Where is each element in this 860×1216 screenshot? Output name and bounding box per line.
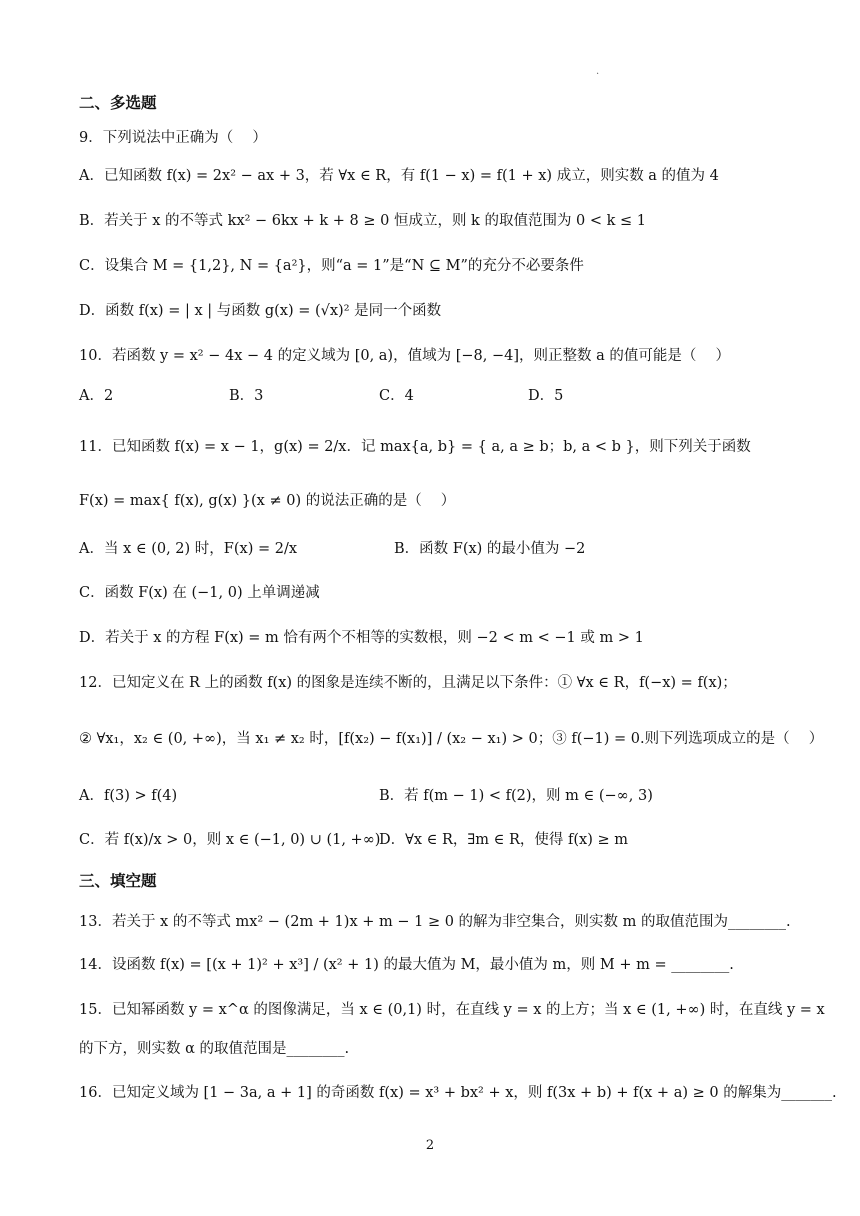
q12-option-c: C．若 f(x)/x > 0，则 x ∈ (−1, 0) ∪ (1, +∞) (79, 832, 381, 848)
q10-option-d: D．5 (528, 388, 564, 404)
section-heading-multi: 二、多选题 (79, 94, 157, 112)
q12-stem-line1: 12．已知定义在 R 上的函数 f(x) 的图象是连续不断的，且满足以下条件：① ∀x ∈ R，f(−x) = f(x)； (79, 675, 737, 691)
q13-text: 13．若关于 x 的不等式 mx² − (2m + 1)x + m − 1 ≥ 0 的解为非空集合，则实数 m 的取值范围为________. (79, 914, 791, 930)
q11-option-b: B．函数 F(x) 的最小值为 −2 (394, 541, 586, 557)
q12-stem-line2: ② ∀x₁，x₂ ∈ (0, +∞)，当 x₁ ≠ x₂ 时，[f(x₂) − f(x₁)] / (x₂ − x₁) > 0；③ f(−1) = 0.则下列选项成立的是（ ） (79, 731, 824, 747)
section-heading-fill: 三、填空题 (79, 872, 157, 890)
q15-line1: 15．已知幂函数 y = x^α 的图像满足，当 x ∈ (0,1) 时，在直线 y = x 的上方；当 x ∈ (1, +∞) 时，在直线 y = x (79, 1002, 825, 1018)
q11-stem-line2: F(x) = max{ f(x), g(x) }(x ≠ 0) 的说法正确的是（ ） (79, 493, 456, 509)
q10-option-a: A．2 (79, 388, 114, 404)
q10-option-b: B．3 (229, 388, 264, 404)
header-dot: . (596, 66, 600, 77)
q11-option-d: D．若关于 x 的方程 F(x) = m 恰有两个不相等的实数根，则 −2 < m < −1 或 m > 1 (79, 630, 644, 646)
q12-option-a: A．f(3) > f(4) (79, 788, 178, 804)
q10-stem: 10．若函数 y = x² − 4x − 4 的定义域为 [0, a)，值域为 [−8, −4]，则正整数 a 的值可能是（ ） (79, 348, 730, 364)
q9-option-b: B．若关于 x 的不等式 kx² − 6kx + k + 8 ≥ 0 恒成立，则 k 的取值范围为 0 < k ≤ 1 (79, 213, 647, 229)
q9-option-c: C．设集合 M = {1,2}, N = {a²}，则“a = 1”是“N ⊆ M”的充分不必要条件 (79, 258, 584, 274)
q16-text: 16．已知定义域为 [1 − 3a, a + 1] 的奇函数 f(x) = x³ + bx² + x，则 f(3x + b) + f(x + a) ≥ 0 的解集为_______. (79, 1085, 837, 1101)
q9-stem: 9．下列说法中正确为（ ） (79, 130, 267, 146)
q11-option-a: A．当 x ∈ (0, 2) 时，F(x) = 2/x (79, 541, 298, 557)
q12-option-d: D．∀x ∈ R，∃m ∈ R，使得 f(x) ≥ m (379, 832, 628, 848)
q9-option-d: D．函数 f(x) = | x | 与函数 g(x) = (√x)² 是同一个函数 (79, 303, 442, 319)
q10-option-c: C．4 (379, 388, 414, 404)
q11-stem-line1: 11．已知函数 f(x) = x − 1，g(x) = 2/x．记 max{a, b} = { a, a ≥ b；b, a < b }，则下列关于函数 (79, 439, 751, 455)
q12-option-b: B．若 f(m − 1) < f(2)，则 m ∈ (−∞, 3) (379, 788, 653, 804)
q11-option-c: C．函数 F(x) 在 (−1, 0) 上单调递减 (79, 585, 320, 601)
q15-line2: 的下方，则实数 α 的取值范围是________. (79, 1041, 350, 1057)
q9-option-a: A．已知函数 f(x) = 2x² − ax + 3，若 ∀x ∈ R，有 f(1 − x) = f(1 + x) 成立，则实数 a 的值为 4 (79, 168, 719, 184)
q14-text: 14．设函数 f(x) = [(x + 1)² + x³] / (x² + 1) 的最大值为 M，最小值为 m，则 M + m = ________. (79, 957, 734, 973)
page-number: 2 (425, 1138, 435, 1153)
